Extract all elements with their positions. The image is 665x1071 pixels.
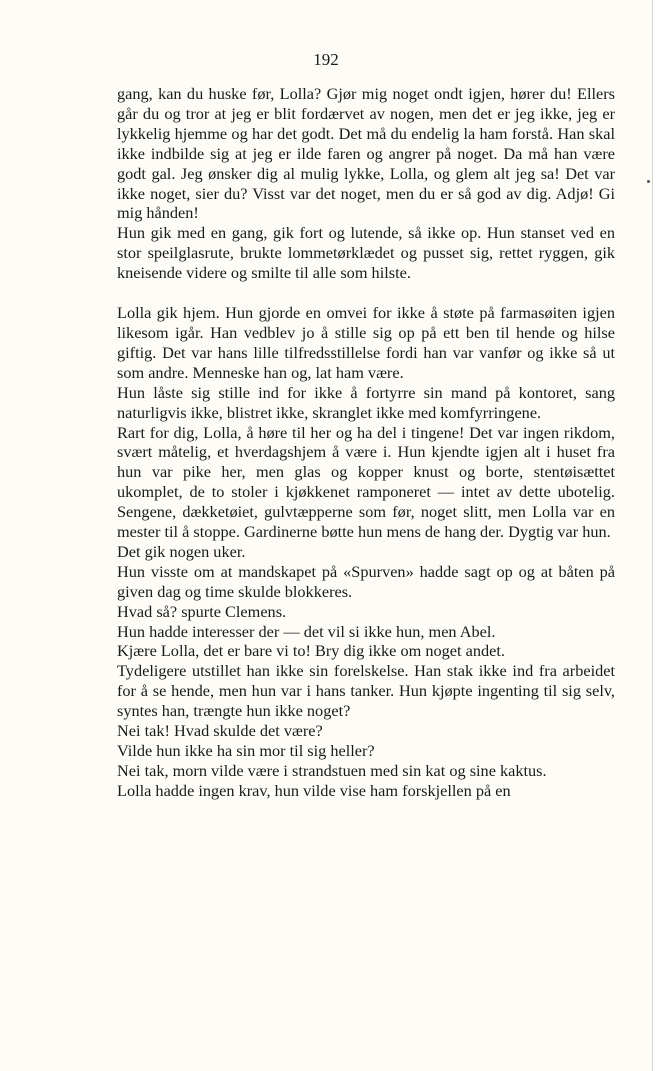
paragraph: Rart for dig, Lolla, å høre til her og ha del i tingene! Det var ingen rikdom, svært måtelig, et hverdagshjem å være i. Hun kjendte igjen alt i huset fra hun var pike her, men glas og kopper knust og borte, stentøisættet ukomplet, de to stoler i kjøkkenet ramponeret — intet av dette ubotelig. Sengene, dækketøiet, gulvtæpperne som før, noget slitt, men Lolla var en mester til å stoppe. Gardinerne bøtte hun mens de hang der. Dygtig var hun.: [117, 422, 615, 542]
paragraph: Tydeligere utstillet han ikke sin forelskelse. Han stak ikke ind fra arbeidet for å se hende, men hun var i hans tanker. Hun kjøpte ingenting til sig selv, syntes han, trængte hun ikke noget?: [117, 661, 615, 721]
paragraph: Det gik nogen uker.: [117, 541, 246, 561]
paragraph: Hun gik med en gang, gik fort og lutende, så ikke op. Hun stanset ved en stor speilglasrute, brukte lommetørklædet og pusset sig, rettet ryggen, gik kneisende videre og smilte til alle som hilste.: [117, 223, 615, 283]
paragraph: Hun låste sig stille ind for ikke å fortyrre sin mand på kontoret, sang naturligvis ikke, blistret ikke, skranglet ikke med komfyrringene.: [117, 382, 615, 422]
body-text: [117, 84, 615, 801]
paragraph: Lolla gik hjem. Hun gjorde en omvei for ikke å støte på farmasøiten igjen likesom igår. Han vedblev jo å stille sig op på ett ben til hende og hilse giftig. Det var hans lille tilfredsstillelse fordi han var vanfør og ikke så ut som andre. Menneske han og, lat ham være.: [117, 303, 615, 382]
paragraph: Hun visste om at mandskapet på «Spurven» hadde sagt op og at båten på given dag og time skulde blokkeres.: [117, 561, 615, 601]
paragraph: Hvad så? spurte Clemens.: [117, 601, 287, 621]
paragraph: Nei tak, morn vilde være i strandstuen med sin kat og sine kaktus.: [117, 760, 547, 780]
paragraph: Hun hadde interesser der — det vil si ikke hun, men Abel.: [117, 621, 496, 641]
paragraph: Lolla hadde ingen krav, hun vilde vise ham forskjellen på en: [117, 780, 511, 800]
page-number: 192: [313, 50, 339, 69]
paragraph: gang, kan du huske før, Lolla? Gjør mig noget ondt igjen, hører du! Ellers går du og tror at jeg er blit fordærvet av nogen, men det er jeg ikke, jeg er lykkelig hjemme og har det godt. Det må du endelig la ham forstå. Han skal ikke indbilde sig at jeg er ilde faren og angrer på noget. Da må han være godt gal. Jeg ønsker dig al mulig lykke, Lolla, og glem alt jeg sa! Det var ikke noget, sier du? Visst var det noget, men du er så god av dig. Adjø! Gi mig hånden!: [117, 84, 615, 223]
paragraph: Vilde hun ikke ha sin mor til sig heller?: [117, 741, 375, 760]
paragraph: Kjære Lolla, det er bare vi to! Bry dig ikke om noget andet.: [117, 641, 505, 661]
margin-dot: [647, 180, 650, 183]
paragraph: Nei tak! Hvad skulde det være?: [117, 721, 323, 741]
